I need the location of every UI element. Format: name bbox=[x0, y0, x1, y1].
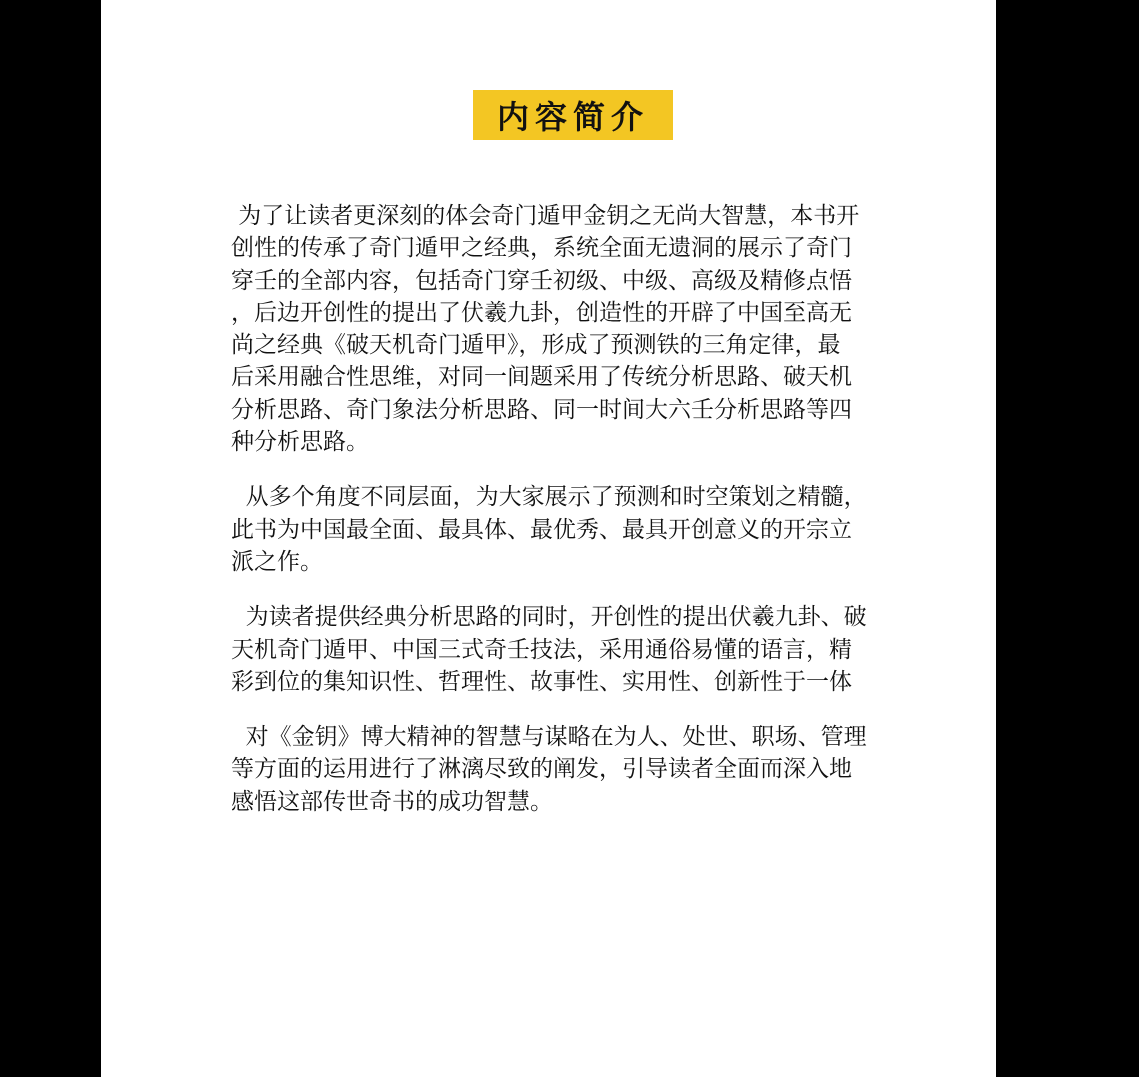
text-line: 穿壬的全部内容，包括奇门穿壬初级、中级、高级及精修点悟 bbox=[231, 267, 852, 294]
paragraph-4 bbox=[231, 721, 911, 818]
paragraph-1 bbox=[231, 200, 911, 458]
text-line: 彩到位的集知识性、哲理性、故事性、实用性、创新性于一体 bbox=[231, 668, 852, 695]
page-title: 内容简介 bbox=[496, 98, 649, 136]
text-line: 尚之经典《破天机奇门遁甲》，形成了预测铁的三角定律，最 bbox=[231, 332, 841, 359]
document-page bbox=[101, 0, 996, 1077]
paragraph-3 bbox=[231, 601, 911, 698]
title-banner bbox=[473, 90, 673, 140]
text-line: 天机奇门遁甲、中国三式奇壬技法，采用通俗易懂的语言，精 bbox=[231, 636, 852, 663]
text-line: 感悟这部传世奇书的成功智慧。 bbox=[231, 788, 553, 815]
text-line: 为了让读者更深刻的体会奇门遁甲金钥之无尚大智慧，本书开 bbox=[231, 203, 860, 229]
text-line: 为读者提供经典分析思路的同时，开创性的提出伏羲九卦、破 bbox=[231, 604, 867, 631]
document-body bbox=[231, 200, 911, 818]
text-line: 种分析思路。 bbox=[231, 429, 369, 456]
text-line: 分析思路、奇门象法分析思路、同一时间大六壬分析思路等四 bbox=[231, 396, 852, 423]
text-line: 从多个角度不同层面，为大家展示了预测和时空策划之精髓， bbox=[231, 484, 867, 511]
paragraph-2 bbox=[231, 481, 911, 578]
text-line: 派之作。 bbox=[231, 548, 323, 575]
text-line: 创性的传承了奇门遁甲之经典，系统全面无遗洞的展示了奇门 bbox=[231, 235, 852, 262]
text-line: ，后边开创性的提出了伏羲九卦，创造性的开辟了中国至高无 bbox=[231, 299, 852, 326]
text-line: 对《金钥》博大精神的智慧与谋略在为人、处世、职场、管理 bbox=[231, 724, 867, 751]
text-line: 后采用融合性思维，对同一间题采用了传统分析思路、破天机 bbox=[231, 364, 852, 391]
text-line: 此书为中国最全面、最具体、最优秀、最具开创意义的开宗立 bbox=[231, 516, 852, 543]
text-line: 等方面的运用进行了淋漓尽致的阐发，引导读者全面而深入地 bbox=[231, 756, 852, 783]
